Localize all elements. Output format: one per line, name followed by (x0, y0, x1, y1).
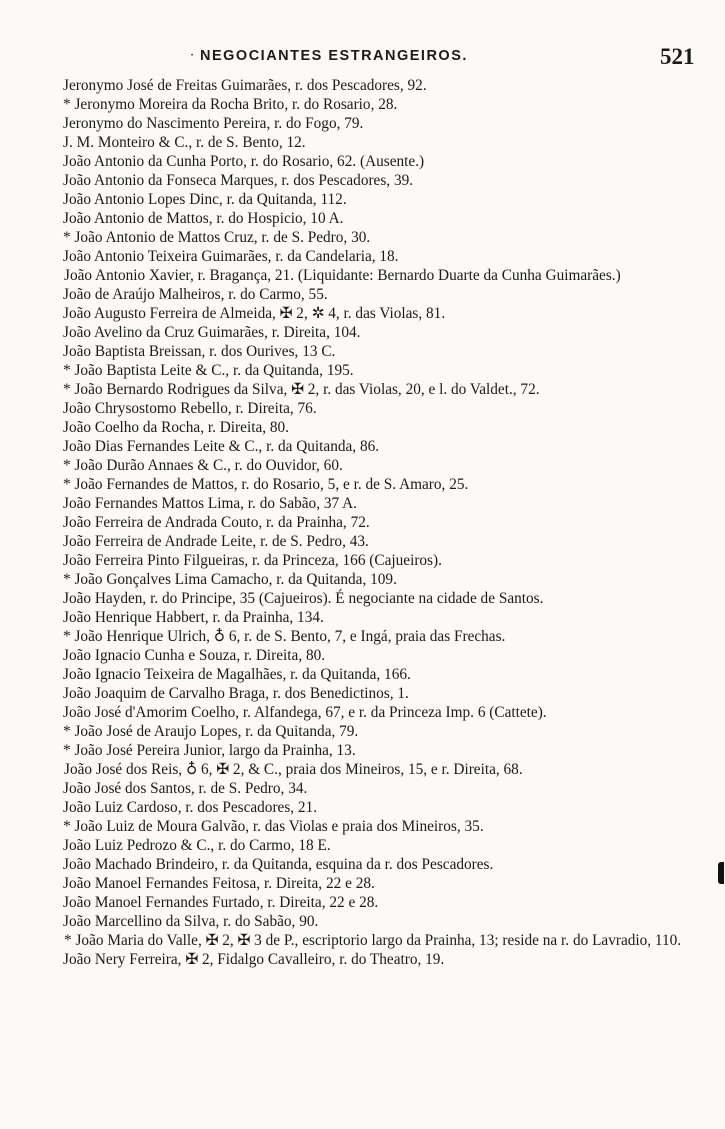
directory-list (64, 76, 704, 969)
list-item: João Dias Fernandes Leite & C., r. da Quitanda, 86. (63, 438, 380, 455)
list-item: João José d'Amorim Coelho, r. Alfandega, 67, e r. da Princeza Imp. 6 (Cattete). (63, 704, 547, 721)
list-item: * João Antonio de Mattos Cruz, r. de S. Pedro, 30. (63, 229, 371, 246)
list-item: * João José Pereira Junior, largo da Prainha, 13. (63, 742, 356, 759)
list-item: * Jeronymo Moreira da Rocha Brito, r. do Rosario, 28. (63, 96, 398, 113)
header-dot: · (190, 48, 195, 63)
list-item: João Henrique Habbert, r. da Prainha, 134. (63, 609, 324, 626)
list-item: * João Henrique Ulrich, ♁ 6, r. de S. Bento, 7, e Ingá, praia das Frechas. (63, 628, 506, 645)
list-item: João Joaquim de Carvalho Braga, r. dos Benedictinos, 1. (63, 685, 409, 702)
running-head (0, 40, 725, 80)
list-item: João Ignacio Cunha e Souza, r. Direita, 80. (63, 647, 326, 664)
list-item: João José dos Santos, r. de S. Pedro, 34. (63, 780, 308, 797)
list-item: João Antonio Lopes Dinc, r. da Quitanda, 112. (63, 191, 347, 208)
list-item: * João José de Araujo Lopes, r. da Quitanda, 79. (63, 723, 359, 740)
list-item: * João Gonçalves Lima Camacho, r. da Quitanda, 109. (63, 571, 397, 588)
list-item: J. M. Monteiro & C., r. de S. Bento, 12. (63, 134, 306, 151)
list-item: João Luiz Cardoso, r. dos Pescadores, 21. (63, 799, 318, 816)
list-item: * João Maria do Valle, ✠ 2, ✠ 3 de P., escriptorio largo da Prainha, 13; reside na r. do Lavradio, 110. (64, 932, 682, 949)
list-item: João Antonio da Fonseca Marques, r. dos Pescadores, 39. (63, 172, 414, 189)
list-item: João Fernandes Mattos Lima, r. do Sabão, 37 A. (63, 495, 358, 512)
list-item: Jeronymo do Nascimento Pereira, r. do Fogo, 79. (63, 115, 364, 132)
list-item: João Ferreira de Andrada Couto, r. da Prainha, 72. (63, 514, 370, 531)
list-item: João Hayden, r. do Principe, 35 (Cajueiros). É negociante na cidade de Santos. (63, 590, 544, 607)
page-title: NEGOCIANTES ESTRANGEIROS. (200, 48, 468, 64)
list-item: João Antonio Teixeira Guimarães, r. da Candelaria, 18. (63, 248, 399, 265)
list-item: João Manoel Fernandes Furtado, r. Direita, 22 e 28. (63, 894, 379, 911)
list-item: João Antonio de Mattos, r. do Hospicio, 10 A. (63, 210, 344, 227)
list-item: João Antonio da Cunha Porto, r. do Rosario, 62. (Ausente.) (63, 153, 425, 170)
list-item: * João Fernandes de Mattos, r. do Rosario, 5, e r. de S. Amaro, 25. (63, 476, 469, 493)
page-edge-mark (718, 862, 724, 884)
list-item: João de Araújo Malheiros, r. do Carmo, 55. (63, 286, 328, 303)
list-item: João Chrysostomo Rebello, r. Direita, 76. (63, 400, 317, 417)
list-item: Jeronymo José de Freitas Guimarães, r. dos Pescadores, 92. (63, 77, 427, 94)
list-item: * João Bernardo Rodrigues da Silva, ✠ 2, r. das Violas, 20, e l. do Valdet., 72. (63, 381, 540, 398)
list-item: João Ferreira Pinto Filgueiras, r. da Princeza, 166 (Cajueiros). (63, 552, 442, 569)
list-item: João Machado Brindeiro, r. da Quitanda, esquina da r. dos Pescadores. (63, 856, 494, 873)
page-number: 521 (660, 44, 695, 69)
list-item: João Marcellino da Silva, r. do Sabão, 90. (63, 913, 319, 930)
list-item: * João Luiz de Moura Galvão, r. das Violas e praia dos Mineiros, 35. (63, 818, 484, 835)
list-item: João Luiz Pedrozo & C., r. do Carmo, 18 E. (63, 837, 331, 854)
list-item: João Augusto Ferreira de Almeida, ✠ 2, ✲ 4, r. das Violas, 81. (63, 305, 446, 322)
list-item: * João Baptista Leite & C., r. da Quitanda, 195. (63, 362, 354, 379)
list-item: João José dos Reis, ♁ 6, ✠ 2, & C., praia dos Mineiros, 15, e r. Direita, 68. (64, 761, 523, 778)
list-item: João Ferreira de Andrade Leite, r. de S. Pedro, 43. (63, 533, 369, 550)
list-item: João Baptista Breissan, r. dos Ourives, 13 C. (63, 343, 336, 360)
list-item: * João Durão Annaes & C., r. do Ouvidor, 60. (63, 457, 343, 474)
list-item: João Manoel Fernandes Feitosa, r. Direita, 22 e 28. (63, 875, 375, 892)
list-item: João Antonio Xavier, r. Bragança, 21. (Liquidante: Bernardo Duarte da Cunha Guimarães.) (64, 267, 621, 284)
list-item: João Coelho da Rocha, r. Direita, 80. (63, 419, 290, 436)
list-item: João Avelino da Cruz Guimarães, r. Direita, 104. (63, 324, 361, 341)
list-item: João Ignacio Teixeira de Magalhães, r. da Quitanda, 166. (63, 666, 411, 683)
list-item: João Nery Ferreira, ✠ 2, Fidalgo Cavalleiro, r. do Theatro, 19. (63, 951, 445, 968)
